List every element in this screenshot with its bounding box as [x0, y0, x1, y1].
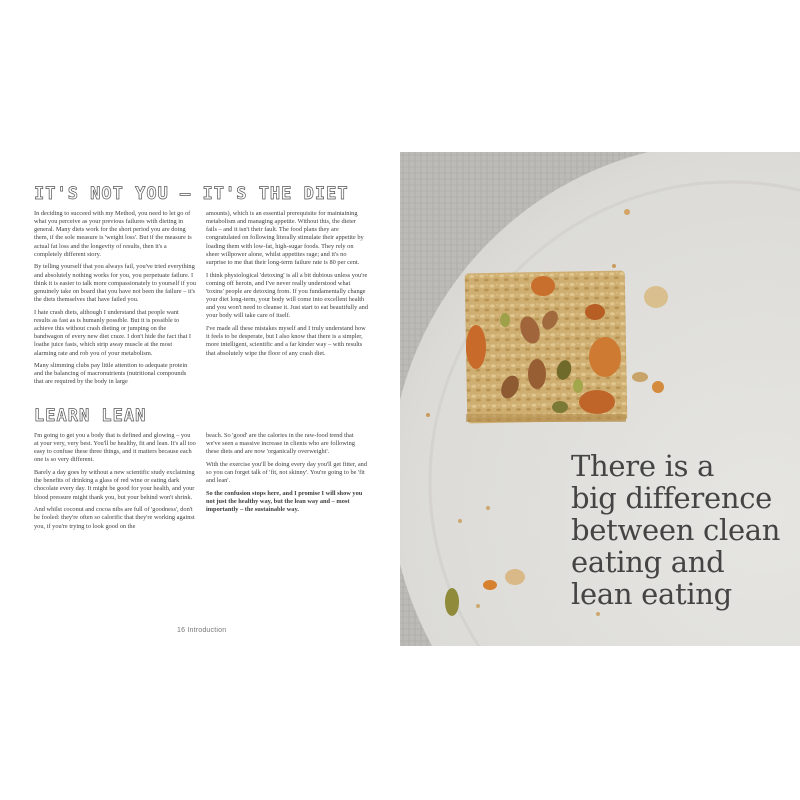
text-column [206, 432, 368, 519]
paragraph: I've made all these mistakes myself and I truly understand how it feels to be desperate, but I also know that there is a simpler, more intelligent, scientific and a far kinder way – with results that absolutely wipe the floor of any crash diet. [206, 325, 366, 357]
paragraph: And whilst coconut and cocoa nibs are full of 'goodness', don't be fooled: they're often so calorific that they're working against you, if you're trying to look good on the [34, 506, 195, 530]
paragraph: amounts), which is an essential prerequisite for maintaining metabolism and managing appetite. Without this, the dieter fails – and it isn't their fault. The food plans they are congratulated on following literally stimulate their appetite by loading them with low-fat, high-sugar foods. They rely on sheer willpower alone, whilst appetites rage; and it's no surprise to me that their long-term failure rate is 80 per cent. [206, 210, 364, 266]
text-column [34, 432, 196, 535]
section-heading-learn-lean: LEARN LEAN [34, 406, 147, 426]
quote-line: lean eating [571, 577, 732, 611]
paragraph: By telling yourself that you always fail, you've tried everything and absolutely nothing works for you, you perpetuate failure. I think it is easier to talk more compassionately to yourself if you genuinely take on board that you have not been the failure – it's the diets themselves that have failed you. [34, 263, 196, 304]
paragraph-bold: So the confusion stops here, and I promise I will show you not just the healthy way, but the lean way and – most importantly – the sustainable way. [206, 489, 363, 514]
paragraph: I think physiological 'detoxing' is all a bit dubious unless you're coming off heroin, and I've never really understood what 'toxins' people are detoxing from. If you fundamentally change your diet long-term, your body will come into excellent health and you won't need to cleanse it. Just start to eat beautifully and your body will take care of itself. [206, 271, 368, 320]
text-column [206, 210, 368, 362]
quote-line: between clean [571, 513, 781, 547]
page-footer: 16 Introduction [177, 627, 227, 634]
section-heading-diet: IT'S NOT YOU – IT'S THE DIET [34, 184, 349, 204]
paragraph: With the exercise you'll be doing every day you'll get fitter, and so you can forget talk of 'fit, not skinny'. You're going to be 'fit and lean'. [206, 460, 368, 485]
paragraph: Barely a day goes by without a new scientific study exclaiming the benefits of drinking a glass of red wine or eating dark chocolate every day. It might be good for your health, and your blood pressure might thank you, but your behind won't shrink. [34, 469, 195, 501]
quote-line: big difference [571, 481, 772, 515]
pull-quote [571, 450, 791, 610]
quote-line: There is a [571, 449, 715, 483]
paragraph: Many slimming clubs pay little attention to adequate protein and the balancing of macronutrients (nutritional compounds that are required by the body in large [34, 362, 188, 386]
paragraph: I hate crash diets, although I understand that people want results as fast as is humanly possible. But it is possible to achieve this without crash dieting or jumping on the bandwagon of every new diet craze. I don't hide the fact that I loathe juice fasts, which strip away muscle at the most alarming rate and rob you of your metabolism. [34, 308, 192, 357]
quote-line: eating and [571, 545, 725, 579]
paragraph: beach. So 'good' are the calories in the raw-food trend that we've seen a massive increase in clients who are following these diets and are now 'organically overweight'. [206, 432, 355, 456]
paragraph: I'm going to get you a body that is defined and glowing – you at your very, very best. You'll be healthy, fit and lean. It's all too easy to confuse these three things, and it matters because each one is so very different. [34, 432, 196, 464]
text-column [34, 210, 196, 391]
paragraph: In deciding to succeed with my Method, you need to let go of what you perceive as your previous failures with dieting in general. Many diets work for the short period you are doing them, if the sole measure is 'weight loss'. But if the measure is actual fat loss and the longevity of results, then it's a completely different story. [34, 210, 192, 258]
